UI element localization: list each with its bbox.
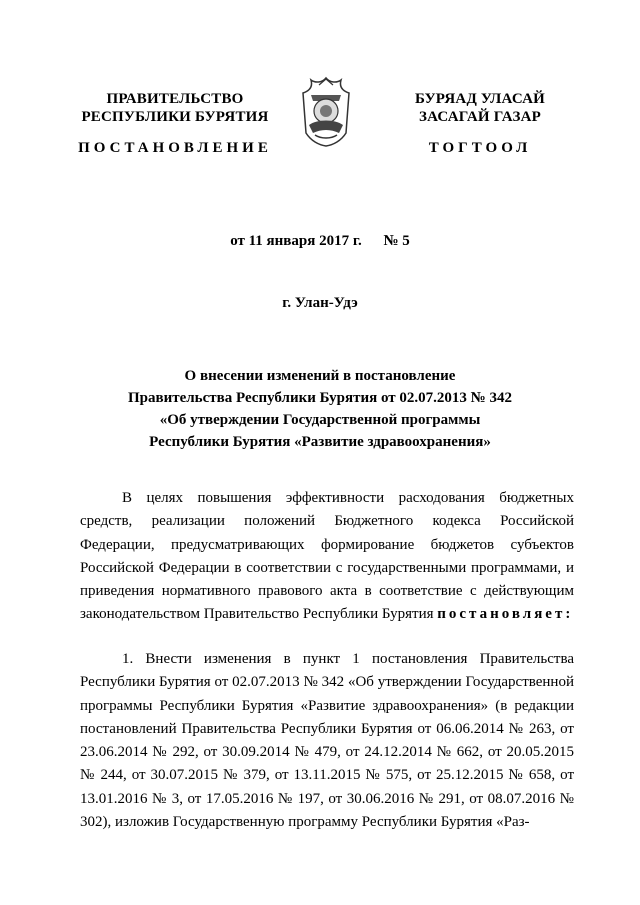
issuer-name-buryat [380, 90, 580, 126]
date-number-line [0, 233, 640, 250]
decree-city: г. Улан-Удэ [282, 295, 358, 311]
title-line-1: О внесении изменений в постановление [184, 368, 456, 384]
issuer-name-russian [75, 90, 275, 126]
issuer-line-1: ПРАВИТЕЛЬСТВО [106, 91, 244, 107]
issuer-line-2: РЕСПУБЛИКИ БУРЯТИЯ [81, 109, 269, 125]
issuer-buryat-line-2: ЗАСАГАЙ ГАЗАР [419, 109, 541, 125]
clause-1-text: 1. Внести изменения в пункт 1 постановления Правительства Республики Бурятия от 02.07.2013 № 342 «Об утверждении Государственной программы Республики Бурятия «Развитие здравоохранения» (в редакции постановлений Правительства Республики Бурятия от 06.06.2014 № 263, от 23.06.2014 № 292, от 30.09.2014 № 479, от 24.12.2014 № 662, от 20.05.2015 № 244, от 30.07.2015 № 379, от 13.11.2015 № 575, от 25.12.2015 № 658, от 13.01.2016 № 3, от 17.05.2016 № 197, от 30.06.2016 № 291, от 08.07.2016 № 302), изложив Государственную программу Республики Бурятия «Раз- [80, 651, 574, 831]
decree-verb: постановляет: [437, 606, 574, 623]
coat-of-arms-icon [297, 75, 355, 147]
decree-title [60, 365, 580, 453]
issuer-buryat-line-1: БУРЯАД УЛАСАЙ [414, 91, 546, 107]
clause-1-paragraph [80, 648, 574, 834]
doc-type-russian: ПОСТАНОВЛЕНИЕ [78, 140, 272, 156]
preamble-paragraph [80, 487, 574, 627]
title-line-4: Республики Бурятия «Развитие здравоохранения» [149, 434, 491, 450]
preamble-text: В целях повышения эффективности расходования бюджетных средств, реализации положений Бюджетного кодекса Российской Федерации, предусматривающих формирование бюджетов субъектов Российской Федерации в соответствии с государственными программами, и приведения нормативного правового акта в соответствие с действующим законодательством Правительство Республики Бурятия [80, 490, 574, 623]
decree-date: от 11 января 2017 г. [230, 233, 362, 249]
title-line-2: Правительства Республики Бурятия от 02.07.2013 № 342 [127, 390, 512, 406]
decree-number: № 5 [383, 233, 410, 249]
title-line-3: «Об утверждении Государственной программы [159, 412, 481, 428]
doc-type-buryat: ТОГТООЛ [428, 140, 532, 156]
